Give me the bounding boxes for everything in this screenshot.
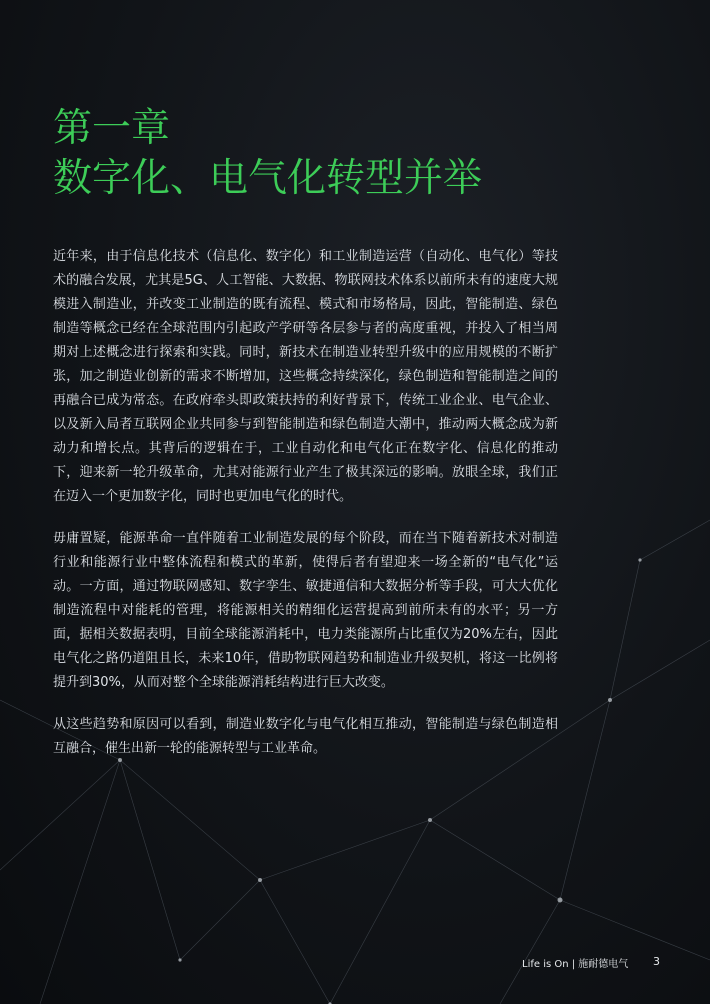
body-text [53, 245, 558, 779]
chapter-number: 第一章 [53, 106, 171, 151]
paragraph-1: 近年来，由于信息化技术（信息化、数字化）和工业制造运营（自动化、电气化）等技术的融合发展，尤其是5G、人工智能、大数据、物联网技术体系以前所未有的速度大规模进入制造业，并改变工业制造的既有流程、模式和市场格局，因此，智能制造、绿色制造等概念已经在全球范围内引起政产学研等各层参与者的高度重视，并投入了相当周期对上述概念进行探索和实践。同时，新技术在制造业转型升级中的应用规模的不断扩张，加之制造业创新的需求不断增加，这些概念持续深化，绿色制造和智能制造之间的再融合已成为常态。在政府牵头即政策扶持的利好背景下，传统工业企业、电气企业、以及新入局者互联网企业共同参与到智能制造和绿色制造大潮中，推动两大概念成为新动力和增长点。其背后的逻辑在于，工业自动化和电气化正在数字化、信息化的推动下，迎来新一轮升级革命，尤其对能源行业产生了极其深远的影响。放眼全球，我们正在迈入一个更加数字化，同时也更加电气化的时代。 [53, 249, 558, 504]
footer-brand: Life is On | 施耐德电气 [522, 959, 629, 970]
page-footer [522, 955, 660, 970]
paragraph-3: 从这些趋势和原因可以看到，制造业数字化与电气化相互推动，智能制造与绿色制造相互融合，催生出新一轮的能源转型与工业革命。 [53, 717, 558, 756]
chapter-heading [53, 104, 482, 204]
chapter-title: 数字化、电气化转型并举 [53, 156, 483, 201]
paragraph-2: 毋庸置疑，能源革命一直伴随着工业制造发展的每个阶段，而在当下随着新技术对制造行业和能源行业中整体流程和模式的革新，使得后者有望迎来一场全新的“电气化”运动。一方面，通过物联网感知、数字孪生、敏捷通信和大数据分析等手段，可大大优化制造流程中对能耗的管理，将能源相关的精细化运营提高到前所未有的水平；另一方面，据相关数据表明，目前全球能源消耗中，电力类能源所占比重仅为20%左右，因此电气化之路仍道阻且长，未来10年，借助物联网趋势和制造业升级契机，将这一比例将提升到30%，从而对整个全球能源消耗结构进行巨大改变。 [53, 531, 558, 690]
page-number: 3 [653, 955, 660, 968]
